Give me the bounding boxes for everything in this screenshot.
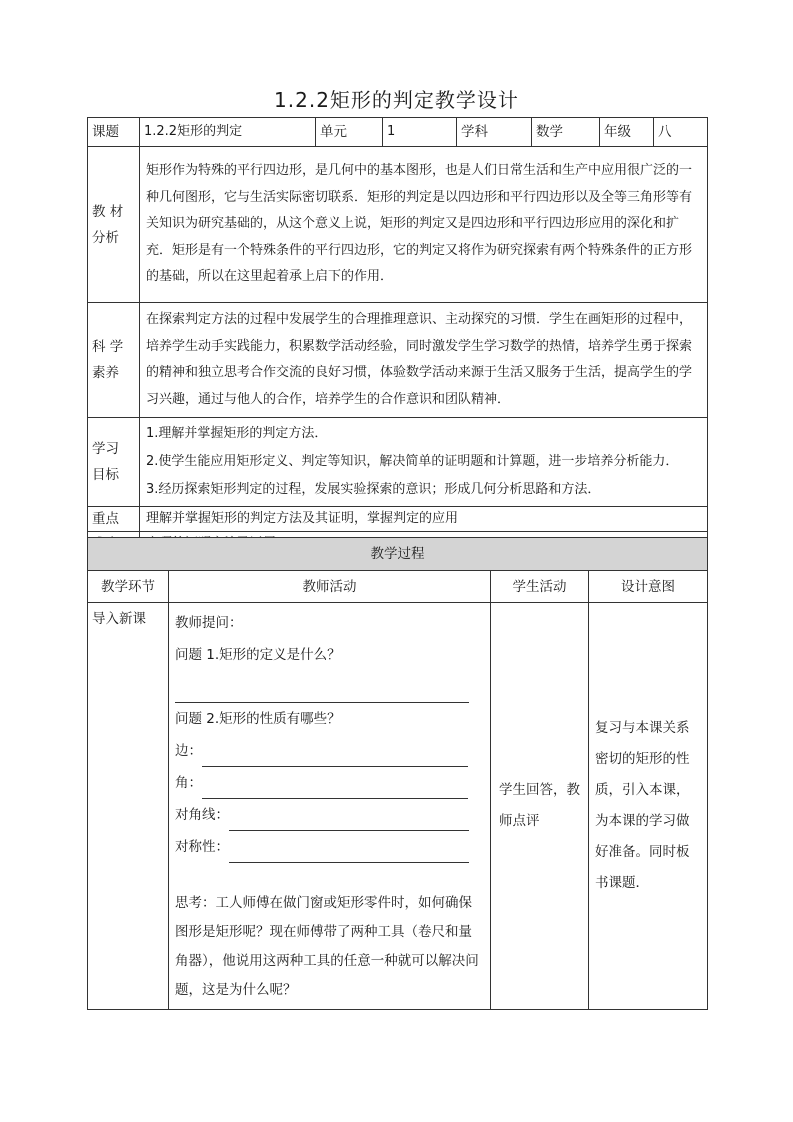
grade-value: 八 bbox=[654, 118, 708, 147]
col-header-teacher: 教师活动 bbox=[169, 571, 491, 603]
analysis-label: 教 材 分析 bbox=[88, 147, 140, 303]
lesson-info-table bbox=[87, 117, 708, 557]
think-question: 思考：工人师傅在做门窗或矩形零件时，如何确保图形是矩形呢？现在师傅带了两种工具（卷尺和量角器），他说用这两种工具的任意一种就可以解决问题，这是为什么呢？ bbox=[175, 895, 479, 998]
document-title: 1.2.2矩形的判定教学设计 bbox=[274, 88, 519, 112]
key-point-text: 理解并掌握矩形的判定方法及其证明，掌握判定的应用 bbox=[140, 507, 708, 532]
symmetry-blank[interactable] bbox=[229, 848, 469, 863]
side-line bbox=[175, 735, 484, 767]
analysis-row bbox=[88, 147, 708, 303]
col-header-student: 学生活动 bbox=[491, 571, 589, 603]
side-label: 边： bbox=[175, 743, 202, 759]
diagonal-label: 对角线： bbox=[175, 807, 229, 823]
goal-item: 3.经历探索矩形判定的过程，发展实验探索的意识；形成几何分析思路和方法． bbox=[146, 482, 601, 497]
literacy-text: 在探索判定方法的过程中发展学生的合理推理意识、主动探究的习惯．学生在画矩形的过程中，培养学生动手实践能力，积累数学活动经验，同时激发学生学习数学的热情，培养学生勇于探索的精神和独立思考合作交流的良好习惯，体验数学活动来源于生活又服务于生活，提高学生的学习兴趣，通过与他人的合作，培养学生的合作意识和团队精神． bbox=[140, 303, 708, 418]
symmetry-label: 对称性： bbox=[175, 839, 229, 855]
answer-blank[interactable] bbox=[175, 688, 469, 703]
angle-line bbox=[175, 767, 484, 799]
question-1: 问题 1.矩形的定义是什么？ bbox=[175, 647, 341, 663]
topic-value: 1.2.2矩形的判定 bbox=[140, 118, 316, 147]
topic-label: 课题 bbox=[88, 118, 140, 147]
literacy-row bbox=[88, 303, 708, 418]
process-band-title: 教学过程 bbox=[88, 538, 708, 571]
angle-blank[interactable] bbox=[202, 784, 468, 799]
question-2: 问题 2.矩形的性质有哪些？ bbox=[175, 711, 341, 727]
key-point-row bbox=[88, 507, 708, 532]
angle-label: 角： bbox=[175, 775, 202, 791]
intro-stage-row bbox=[88, 603, 708, 1010]
teacher-activity bbox=[169, 603, 491, 1010]
goals-label: 学习 目标 bbox=[88, 418, 140, 507]
teaching-process-table bbox=[87, 537, 708, 1010]
teacher-intro: 教师提问： bbox=[175, 615, 243, 631]
diagonal-blank[interactable] bbox=[229, 816, 469, 831]
diagonal-line bbox=[175, 799, 484, 831]
unit-value: 1 bbox=[383, 118, 457, 147]
side-blank[interactable] bbox=[202, 752, 468, 767]
student-activity: 学生回答，教师点评 bbox=[491, 603, 589, 1010]
key-point-label: 重点 bbox=[88, 507, 140, 532]
literacy-label: 科 学 素养 bbox=[88, 303, 140, 418]
goals-row bbox=[88, 418, 708, 507]
goal-item: 1.理解并掌握矩形的判定方法． bbox=[146, 426, 328, 441]
stage-name: 导入新课 bbox=[88, 603, 169, 1010]
grade-label: 年级 bbox=[600, 118, 654, 147]
unit-label: 单元 bbox=[316, 118, 383, 147]
process-band bbox=[88, 538, 708, 571]
info-row bbox=[88, 118, 708, 147]
design-intent: 复习与本课关系密切的矩形的性质，引入本课，为本课的学习做好准备。同时板书课题． bbox=[589, 603, 708, 1010]
process-header-row bbox=[88, 571, 708, 603]
symmetry-line bbox=[175, 831, 484, 863]
subject-value: 数学 bbox=[532, 118, 600, 147]
goal-item: 2.使学生能应用矩形定义、判定等知识，解决简单的证明题和计算题，进一步培养分析能力． bbox=[146, 454, 679, 469]
analysis-text: 矩形作为特殊的平行四边形，是几何中的基本图形，也是人们日常生活和生产中应用很广泛的一种几何图形，它与生活实际密切联系．矩形的判定是以四边形和平行四边形以及全等三角形等有关知识为研究基础的，从这个意义上说，矩形的判定又是四边形和平行四边形应用的深化和扩充．矩形是有一个特殊条件的平行四边形，它的判定又将作为研究探索有两个特殊条件的正方形的基础，所以在这里起着承上启下的作用． bbox=[140, 147, 708, 303]
subject-label: 学科 bbox=[457, 118, 532, 147]
goals-list bbox=[140, 418, 708, 507]
col-header-intent: 设计意图 bbox=[589, 571, 708, 603]
answer-line-1 bbox=[175, 671, 484, 703]
col-header-stage: 教学环节 bbox=[88, 571, 169, 603]
